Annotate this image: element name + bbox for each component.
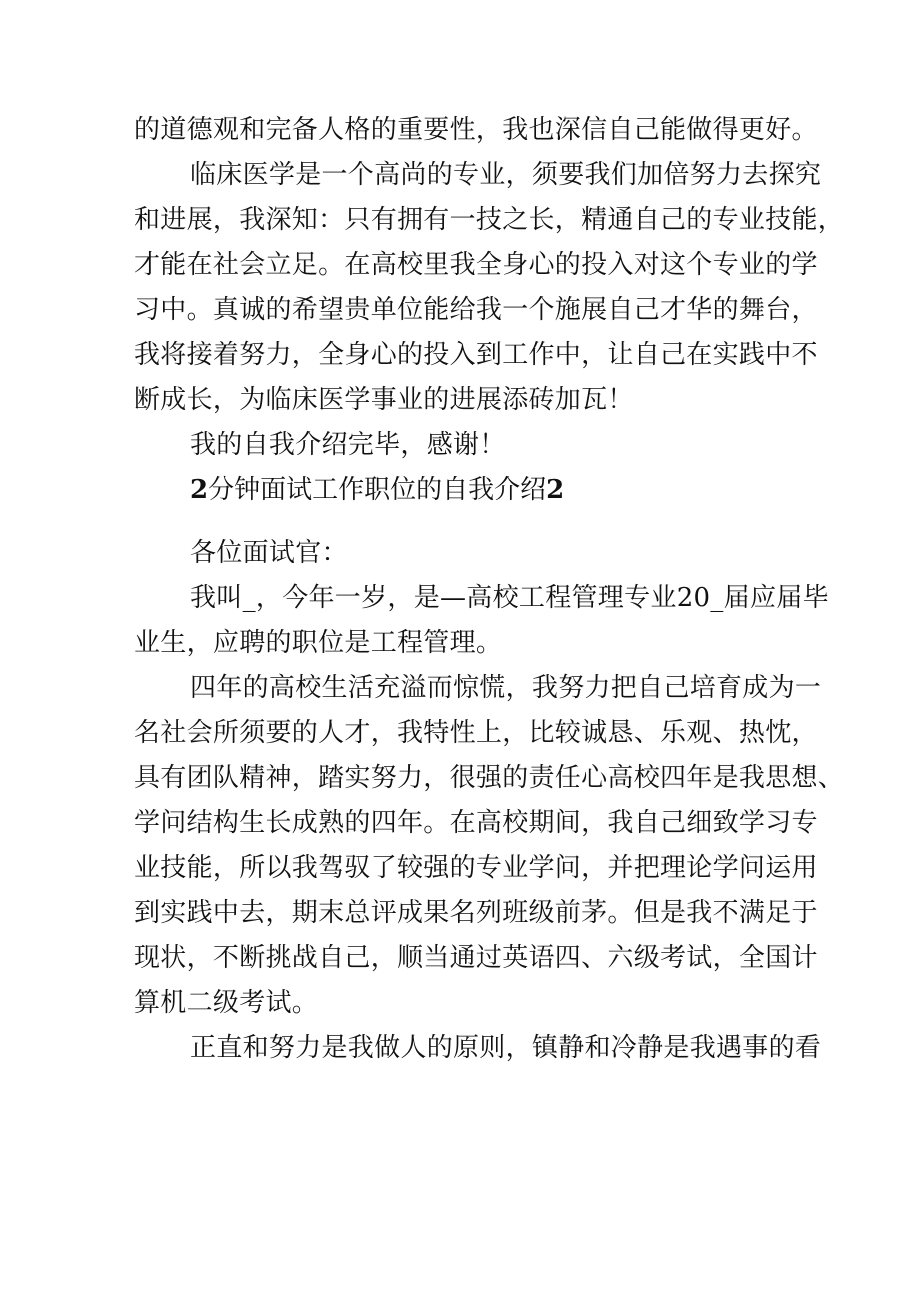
text-line: 才能在社会立足。在高校里我全身心的投入对这个专业的学 bbox=[134, 250, 818, 280]
text-line: 业技能，所以我驾驭了较强的专业学问，并把理论学问运用 bbox=[134, 853, 818, 883]
text-line: 断成长，为临床医学事业的进展添砖加瓦！ bbox=[134, 385, 634, 415]
paragraph-closing bbox=[134, 423, 794, 468]
text-line: 学问结构生长成熟的四年。在高校期间，我自己细致学习专 bbox=[134, 808, 818, 838]
paragraph-greeting bbox=[134, 531, 794, 576]
heading-prefix: 2 bbox=[190, 475, 209, 505]
paragraph-continuation bbox=[134, 108, 818, 153]
heading-suffix: 2 bbox=[546, 475, 565, 505]
heading-text: 分钟面试工作职位的自我介绍 bbox=[208, 475, 547, 505]
spacer bbox=[134, 513, 794, 531]
text-line: 我叫_，今年一岁，是—高校工程管理专业20_届应届毕 bbox=[190, 583, 829, 613]
text-line: 名社会所须要的人才，我特性上，比较诚恳、乐观、热忱， bbox=[134, 718, 818, 748]
text-line: 现状，不断挑战自己，顺当通过英语四、六级考试，全国计 bbox=[134, 943, 818, 973]
text-line: 各位面试官： bbox=[190, 538, 348, 568]
text-line: 习中。真诚的希望贵单位能给我一个施展自己才华的舞台， bbox=[134, 295, 818, 325]
text-line: 正直和努力是我做人的原则，镇静和冷静是我遇事的看 bbox=[190, 1033, 822, 1063]
paragraph-university-life bbox=[134, 666, 845, 1026]
text-line: 具有团队精神，踏实努力，很强的责任心高校四年是我思想、 bbox=[134, 763, 845, 793]
paragraph-introduction bbox=[134, 576, 829, 666]
text-line: 临床医学是一个高尚的专业，须要我们加倍努力去探究 bbox=[190, 160, 822, 190]
text-line: 业生，应聘的职位是工程管理。 bbox=[134, 628, 503, 658]
document-body bbox=[134, 108, 845, 1071]
section-heading bbox=[134, 468, 794, 513]
paragraph-principles bbox=[134, 1026, 822, 1071]
text-line: 我将接着努力，全身心的投入到工作中，让自己在实践中不 bbox=[134, 340, 818, 370]
text-line: 四年的高校生活充溢而惊慌，我努力把自己培育成为一 bbox=[190, 673, 822, 703]
text-line: 到实践中去，期末总评成果名列班级前茅。但是我不满足于 bbox=[134, 898, 818, 928]
text-line: 我的自我介绍完毕，感谢！ bbox=[190, 430, 506, 460]
paragraph-clinical-medicine bbox=[134, 153, 845, 423]
text-line: 和进展，我深知：只有拥有一技之长，精通自己的专业技能， bbox=[134, 205, 845, 235]
text-line: 算机二级考试。 bbox=[134, 988, 319, 1018]
text-line: 的道德观和完备人格的重要性，我也深信自己能做得更好。 bbox=[134, 115, 818, 145]
